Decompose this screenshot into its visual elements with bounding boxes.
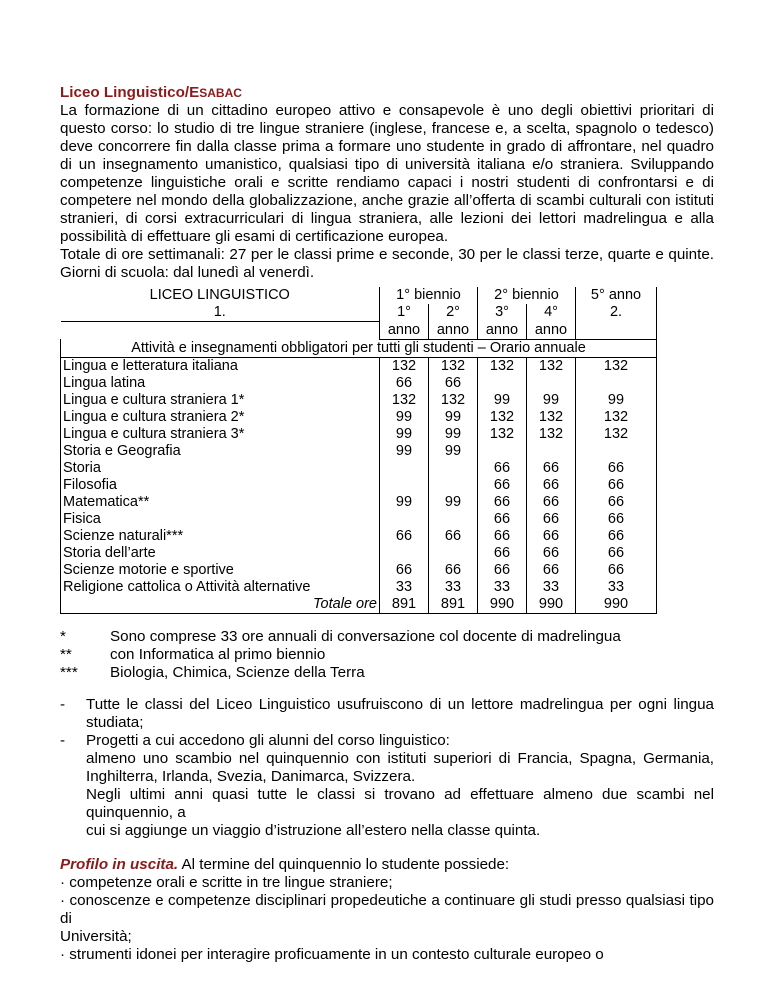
hours-cell: 132 [429, 392, 478, 409]
hours-cell: 99 [429, 443, 478, 460]
bullet-list [60, 696, 714, 840]
hours-cell: 66 [429, 375, 478, 392]
header-anno-2: anno [429, 322, 478, 340]
header-biennio-1: 1° biennio [380, 287, 478, 304]
footnote-mark: * [60, 627, 66, 645]
header-year-5: 2. [576, 304, 657, 322]
total-cell: 990 [527, 596, 576, 614]
profile-item: · competenze orali e scritte in tre lingue straniere; [60, 873, 393, 891]
subject-name: Filosofia [61, 477, 380, 494]
bullet-subtext: almeno uno scambio nel quinquennio con istituti superiori di Francia, Spagna, Germania, Inghilterra, Irlanda, Svezia, Danimarca, Svizzera. [86, 749, 714, 785]
footnote-mark: ** [60, 645, 72, 663]
hours-cell: 99 [380, 494, 429, 511]
hours-cell: 66 [478, 562, 527, 579]
hours-cell: 132 [478, 357, 527, 375]
hours-cell [380, 511, 429, 528]
hours-cell: 66 [527, 477, 576, 494]
hours-cell: 33 [576, 579, 657, 596]
profile-item: Università; [60, 927, 132, 945]
hours-cell: 66 [527, 511, 576, 528]
hours-cell: 132 [576, 426, 657, 443]
profile-section [60, 856, 714, 964]
title-smallcaps: SABAC [199, 86, 242, 100]
footnote [60, 628, 714, 646]
hours-cell [429, 545, 478, 562]
hours-cell [527, 443, 576, 460]
subject-name: Scienze naturali*** [61, 528, 380, 545]
hours-cell [429, 477, 478, 494]
hours-cell: 33 [380, 579, 429, 596]
profile-lead: Al termine del quinquennio lo studente possiede: [178, 855, 510, 873]
hours-cell: 132 [380, 392, 429, 409]
header-year-3: 3° [478, 304, 527, 322]
hours-cell: 66 [576, 494, 657, 511]
hours-cell: 99 [576, 392, 657, 409]
hours-cell: 132 [478, 426, 527, 443]
profile-item: · conoscenze e competenze disciplinari propedeutiche a continuare gli studi presso qualsiasi tipo di [60, 891, 714, 927]
section-heading: Attività e insegnamenti obbligatori per tutti gli studenti – Orario annuale [61, 339, 657, 357]
profile-item: · strumenti idonei per interagire proficuamente in un contesto culturale europeo o [60, 945, 604, 963]
hours-cell: 66 [576, 528, 657, 545]
hours-cell [527, 375, 576, 392]
subject-name: Religione cattolica o Attività alternative [61, 579, 380, 596]
total-cell: 990 [478, 596, 527, 614]
hours-cell: 132 [527, 409, 576, 426]
hours-cell: 132 [380, 357, 429, 375]
subject-name: Scienze motorie e sportive [61, 562, 380, 579]
hours-cell: 66 [576, 545, 657, 562]
hours-cell: 66 [429, 562, 478, 579]
document-page [60, 84, 714, 964]
hours-cell: 66 [527, 460, 576, 477]
hours-cell: 66 [527, 562, 576, 579]
hours-cell: 99 [527, 392, 576, 409]
profile-heading: Profilo in uscita. [60, 855, 179, 873]
hours-cell: 66 [478, 460, 527, 477]
hours-cell: 66 [478, 494, 527, 511]
hours-cell: 66 [527, 545, 576, 562]
footnote-mark: *** [60, 663, 78, 681]
hours-cell: 66 [527, 494, 576, 511]
hours-cell [429, 511, 478, 528]
subject-name: Lingua e cultura straniera 3* [61, 426, 380, 443]
hours-cell: 66 [576, 477, 657, 494]
footnote-text: con Informatica al primo biennio [110, 645, 326, 663]
hours-paragraph: Totale di ore settimanali: 27 per le classi prime e seconde, 30 per le classi terze, quarte e quinte. Giorni di scuola: dal lunedì al venerdì. [60, 246, 714, 281]
hours-cell: 33 [429, 579, 478, 596]
header-year-2: 2° [429, 304, 478, 322]
hours-cell: 132 [429, 357, 478, 375]
hours-cell: 99 [380, 409, 429, 426]
footnote-text: Sono comprese 33 ore annuali di conversazione col docente di madrelingua [110, 627, 621, 645]
hours-cell: 66 [478, 545, 527, 562]
header-year-1: 1° [380, 304, 429, 322]
hours-cell: 99 [429, 426, 478, 443]
hours-cell: 66 [429, 528, 478, 545]
subject-name: Fisica [61, 511, 380, 528]
hours-cell [380, 460, 429, 477]
hours-cell: 99 [429, 494, 478, 511]
hours-cell: 66 [576, 460, 657, 477]
subject-name: Lingua e letteratura italiana [61, 357, 380, 375]
header-quinto: 5° anno [576, 287, 657, 304]
hours-cell: 132 [527, 426, 576, 443]
hours-cell [576, 375, 657, 392]
bullet-text: Tutte le classi del Liceo Linguistico usufruiscono di un lettore madrelingua per ogni lingua studiata; [86, 695, 714, 731]
header-anno-4: anno [527, 322, 576, 340]
hours-cell [478, 375, 527, 392]
hours-cell [429, 460, 478, 477]
hours-cell [576, 443, 657, 460]
subject-name: Lingua e cultura straniera 1* [61, 392, 380, 409]
hours-cell: 132 [527, 357, 576, 375]
header-left-2: 1. [61, 304, 380, 322]
header-left-1: LICEO LINGUISTICO [149, 287, 290, 303]
hours-cell: 99 [380, 426, 429, 443]
total-cell: 990 [576, 596, 657, 614]
page-title [60, 84, 714, 102]
footnote-text: Biologia, Chimica, Scienze della Terra [110, 663, 365, 681]
subject-name: Storia e Geografia [61, 443, 380, 460]
header-anno-3: anno [478, 322, 527, 340]
footnotes [60, 628, 714, 682]
bullet-item: - Tutte le classi del Liceo Linguistico usufruiscono di un lettore madrelingua per ogni lingua studiata; [60, 695, 714, 731]
header-year-4: 4° [527, 304, 576, 322]
bullet-item: - Progetti a cui accedono gli alunni del corso linguistico: [60, 732, 714, 750]
hours-cell: 132 [576, 357, 657, 375]
hours-cell: 66 [478, 477, 527, 494]
subject-name: Lingua latina [61, 375, 380, 392]
total-cell: 891 [380, 596, 429, 614]
title-main: Liceo Linguistico/E [60, 84, 200, 101]
hours-cell: 99 [380, 443, 429, 460]
hours-cell [478, 443, 527, 460]
hours-cell: 66 [478, 511, 527, 528]
subject-name: Matematica** [61, 494, 380, 511]
hours-cell: 66 [380, 528, 429, 545]
bullet-text: Progetti a cui accedono gli alunni del corso linguistico: [86, 731, 450, 749]
hours-cell: 33 [478, 579, 527, 596]
header-anno-1: anno [380, 322, 429, 340]
bullet-subtext: cui si aggiunge un viaggio d’istruzione all’estero nella classe quinta. [86, 821, 541, 839]
hours-cell: 66 [380, 562, 429, 579]
hours-cell: 99 [478, 392, 527, 409]
header-biennio-2: 2° biennio [478, 287, 576, 304]
hours-cell: 66 [527, 528, 576, 545]
total-cell: 891 [429, 596, 478, 614]
hours-cell: 66 [478, 528, 527, 545]
total-label: Totale ore [61, 596, 380, 614]
footnote [60, 664, 714, 682]
hours-cell: 132 [576, 409, 657, 426]
hours-cell: 132 [478, 409, 527, 426]
subject-name: Storia dell’arte [61, 545, 380, 562]
bullet-subtext: Negli ultimi anni quasi tutte le classi si trovano ad effettuare almeno due scambi nel quinquennio, a [86, 785, 714, 821]
hours-cell: 66 [576, 511, 657, 528]
hours-cell: 33 [527, 579, 576, 596]
hours-cell: 66 [380, 375, 429, 392]
intro-paragraph: La formazione di un cittadino europeo attivo e consapevole è uno degli obiettivi prioritari di questo corso: lo studio di tre lingue straniere (inglese, francese e, a scelta, spagnolo o tedesco) deve concorrere fin dalla classe prima a formare uno studente in grado di affrontare, nel quadro di un insegnamento umanistico, qualsiasi tipo di università italiana e/o straniera. Sviluppando competenze linguistiche orali e scritte rendiamo capaci i nostri studenti di confrontarsi e di competere nel mondo della globalizzazione, anche grazie all’offerta di scambi culturali con istituti stranieri, di corsi extracurriculari di lingua straniera, alle lezioni dei lettori madrelingua e alla possibilità di effettuare gli esami di certificazione europea. [60, 102, 714, 245]
hours-cell [380, 477, 429, 494]
subject-name: Storia [61, 460, 380, 477]
hours-cell [380, 545, 429, 562]
subject-name: Lingua e cultura straniera 2* [61, 409, 380, 426]
hours-cell: 66 [576, 562, 657, 579]
footnote [60, 646, 714, 664]
timetable [60, 287, 657, 614]
hours-cell: 99 [429, 409, 478, 426]
